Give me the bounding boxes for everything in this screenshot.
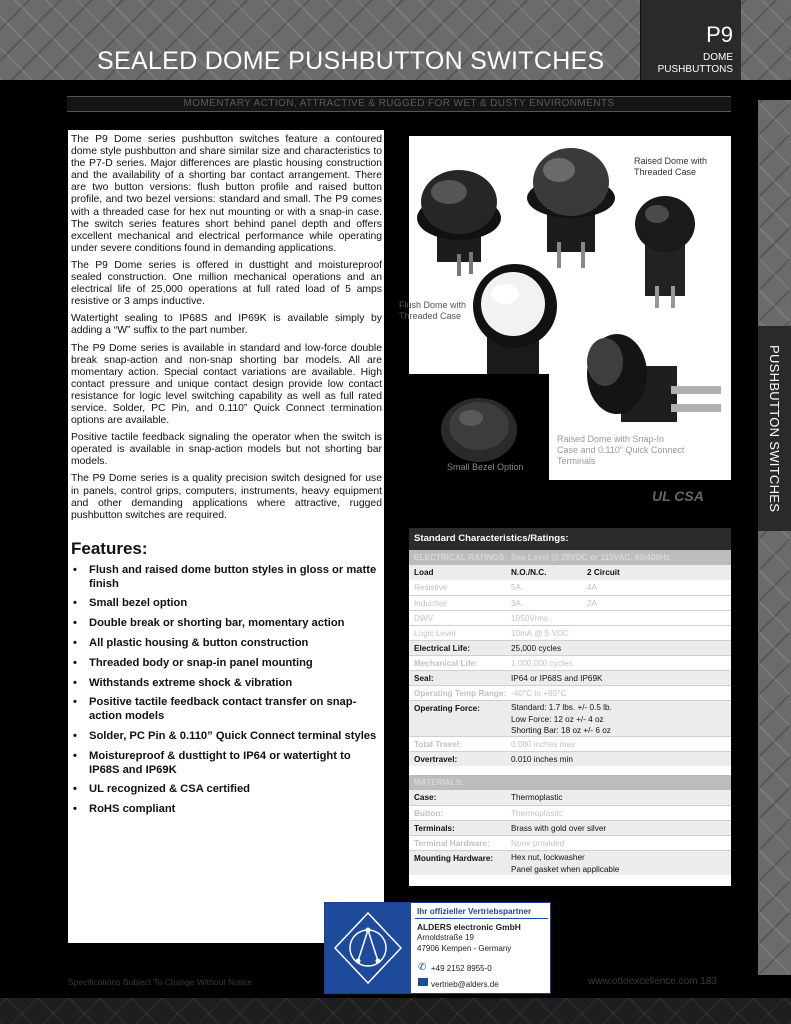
label-small-bezel: Small Bezel Option: [447, 462, 524, 472]
bullet-icon: •: [73, 676, 77, 689]
switch-flush-white-icon: [473, 264, 557, 380]
table-row-mounting-hardware: Mounting Hardware: Hex nut, lockwasher Panel gasket when applicable: [409, 850, 731, 875]
table-row-terminal-hardware: Terminal Hardware: None provided: [409, 835, 731, 850]
feature-item: • Withstands extreme shock & vibration: [73, 676, 293, 689]
series-sub-pushbuttons: PUSHBUTTONS: [657, 64, 733, 75]
feature-item: • Moistureproof & dusttight to IP64 or watertight to IP68S and IP69K: [73, 749, 351, 776]
side-tab: [758, 326, 791, 531]
page-subtitle: MOMENTARY ACTION, ATTRACTIVE & RUGGED FOR WET & DUSTY ENVIRONMENTS: [183, 98, 615, 109]
dealer-divider: [415, 918, 548, 919]
feature-item: • Flush and raised dome button styles in gloss or matte finish: [73, 563, 377, 590]
intro-paragraph: The P9 Dome series pushbutton switches feature a contoured dome style pushbutton and share similar size and characteristics to the P7-D series. Major differences are plastic housing construction and the availability of a shorting bar contact arrangement. There are two button versions: flush button profile and raised button profile, and two bezel versions: standard and small. The P9 comes with a threaded case for hex nut mounting or with a snap-in case. The switch series features short behind panel depth and offers excellent mechanical and electrical performance while operating under severe conditions found in demanding applications.: [71, 134, 382, 254]
series-sub-dome: DOME: [703, 52, 733, 63]
table-row-case: Case: Thermoplastic: [409, 790, 731, 805]
feature-item: • Positive tactile feedback contact transfer on snap-action models: [73, 696, 357, 723]
footer-band: [0, 998, 791, 1024]
switch-side-threaded-icon: [635, 196, 695, 308]
table-row-button: Button: Thermoplastic: [409, 805, 731, 820]
table-row-overtravel: Overtravel: 0.010 inches min: [409, 751, 731, 766]
bullet-icon: •: [73, 749, 77, 762]
dealer-stamp: [324, 902, 551, 994]
label-raised-threaded: Raised Dome with Threaded Case: [634, 156, 708, 177]
switch-raised-threaded-icon: [527, 148, 615, 268]
table-row-seal: Seal: IP64 or IP68S and IP69K: [409, 670, 731, 685]
intro-paragraph: Positive tactile feedback signaling the operator when the switch is operated is available in snap-action models but not shorting bar models.: [71, 432, 382, 468]
bullet-icon: •: [73, 617, 77, 630]
table-row-total-travel: Total Travel: 0.080 inches max: [409, 736, 731, 751]
series-code: P9: [706, 22, 733, 47]
footer-disclaimer: Specifications Subject To Change Without Notice: [68, 977, 253, 987]
feature-item: • RoHS compliant: [73, 803, 176, 816]
dealer-email-link[interactable]: vertrieb@alders.de: [431, 980, 499, 989]
table-row-load-header: Load N.O./N.C. 2 Circuit: [409, 565, 731, 580]
dealer-heading: Ihr offizieller Vertriebspartner: [417, 907, 532, 916]
switch-snapin-qc-icon: [587, 334, 721, 422]
series-box: [640, 0, 741, 80]
table-row-operating-force: Operating Force: Standard: 1.7 lbs. +/- 0.5 lb. Low Force: 12 oz +/- 4 oz Shorting Bar: 18 oz +/- 6 oz: [409, 700, 731, 736]
phone-icon: ✆: [418, 962, 427, 973]
switch-flush-threaded-icon: [417, 170, 501, 276]
dealer-street: Arnoldstraße 19: [417, 933, 474, 942]
table-section-materials: MATERIALS:: [409, 775, 731, 790]
product-photo-panel: [399, 136, 731, 480]
table-row-temp-range: Operating Temp Range: -40°C to +85°C: [409, 685, 731, 700]
bullet-icon: •: [73, 729, 77, 742]
bullet-icon: •: [73, 656, 77, 669]
table-row: Resistive 5A 4A: [414, 583, 598, 592]
feature-item: • Threaded body or snap-in panel mounting: [73, 656, 313, 669]
table-row: DWV 1050Vrms: [409, 610, 731, 625]
page-title: SEALED DOME PUSHBUTTON SWITCHES: [97, 47, 605, 75]
bullet-icon: •: [73, 637, 77, 649]
intro-paragraph: The P9 Dome series is available in standard and low-force double break snap-action and non-snap shorting bar models. All are momentary action. Special contact variations are available. High contact pressure and unique contact design provide low contact resistance for logic level switching capability as well as full rated service. Solder, PC Pin, and 0.110” Quick Connect termination options are available.: [71, 342, 382, 427]
table-section-electrical: ELECTRICAL RATINGS: Sea Level @ 28VDC or 115VAC, 60/400Hz: [409, 550, 731, 565]
feature-item: • Small bezel option: [73, 597, 188, 610]
bullet-icon: •: [73, 696, 77, 709]
subtitle-bar: [67, 96, 731, 112]
dealer-name: ALDERS electronic GmbH: [417, 922, 521, 932]
label-raised-snapin: Raised Dome with Snap-In Case and 0.110” Quick Connect Terminals: [557, 434, 685, 466]
bullet-icon: •: [73, 783, 77, 796]
feature-item: • Double break or shorting bar, momentary action: [73, 617, 345, 630]
description-panel: [68, 130, 384, 943]
certification-marks: UL CSA: [652, 488, 704, 504]
intro-paragraph: The P9 Dome series is a quality precision switch designed for use in panels, control grips, computers, instruments, heavy equipment and other demanding applications where attractive, rugged pushbutton switches are required.: [71, 473, 382, 521]
label-flush-threaded: Flush Dome with Threaded Case: [399, 300, 467, 321]
footer-url-page[interactable]: www.ottoexcellence.com 183: [588, 976, 717, 987]
header-band: [0, 0, 791, 80]
right-decor-strip: [758, 100, 791, 975]
table-row-terminals: Terminals: Brass with gold over silver: [409, 820, 731, 835]
table-title: Standard Characteristics/Ratings:: [409, 528, 731, 550]
intro-paragraph: Watertight sealing to IP68S and IP69K is available simply by adding a “W” suffix to the part number.: [71, 313, 382, 337]
table-row: Logic Level 10mA @ 5 VDC: [409, 625, 731, 640]
features-heading: Features:: [71, 538, 148, 558]
mail-icon: [418, 978, 428, 986]
intro-paragraph: The P9 Dome series is offered in dusttight and moistureproof sealed construction. One million mechanical operations and an electrical life of 25,000 operations at full rated load of 5 amps resistive or 3 amps inductive.: [71, 259, 382, 308]
feature-item: • Solder, PC Pin & 0.110” Quick Connect terminal styles: [73, 729, 377, 742]
dealer-phone[interactable]: +49 2152 8955-0: [431, 964, 492, 973]
table-row-electrical-life: Electrical Life: 25,000 cycles: [409, 640, 731, 655]
ratings-table: [409, 528, 731, 886]
bullet-icon: •: [73, 563, 77, 576]
table-row: Inductive 3A 2A: [409, 595, 731, 610]
feature-item: • All plastic housing & button construction: [73, 637, 309, 649]
bullet-icon: •: [73, 597, 77, 610]
side-tab-label: PUSHBUTTON SWITCHES: [767, 344, 782, 513]
feature-item: • UL recognized & CSA certified: [73, 783, 251, 796]
bullet-icon: •: [73, 803, 77, 816]
dealer-city: 47906 Kempen - Germany: [417, 944, 512, 953]
table-row-mechanical-life: Mechanical Life: 1,000,000 cycles: [409, 655, 731, 670]
dealer-logo-icon: [325, 903, 411, 993]
